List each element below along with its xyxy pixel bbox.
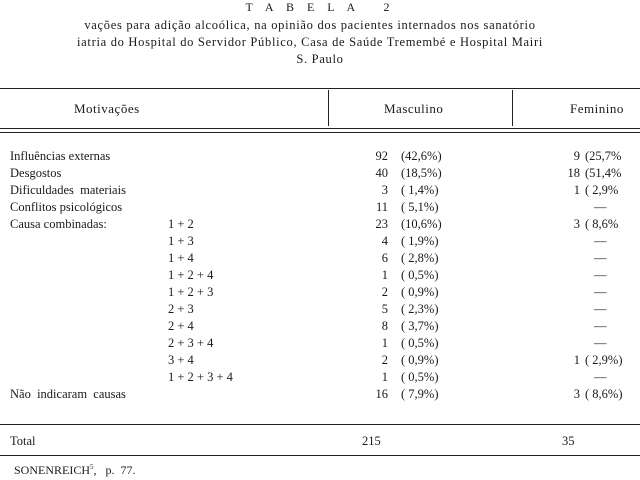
row-masculino-count: 6 xyxy=(381,251,388,265)
header-rule-2 xyxy=(0,132,640,133)
header-masculino: Masculino xyxy=(384,101,444,116)
row-masculino-percent: ( 2,3%) xyxy=(401,302,439,316)
footnote-author: SONENREICH xyxy=(14,463,91,477)
table-row xyxy=(0,387,640,404)
row-combination: 1 + 2 + 3 xyxy=(168,285,214,299)
row-label: Influências externas xyxy=(10,149,111,163)
header-feminino: Feminino xyxy=(570,101,624,116)
table-title: T A B E L A 2 xyxy=(245,0,395,14)
row-masculino-count: 40 xyxy=(375,166,388,180)
row-feminino-count: 3 xyxy=(573,217,580,231)
table-row xyxy=(0,353,640,370)
row-label: Não indicaram causas xyxy=(10,387,126,401)
row-feminino-percent: — xyxy=(594,268,607,282)
header-motivacoes: Motivações xyxy=(74,101,140,116)
row-masculino-percent: ( 5,1%) xyxy=(401,200,439,214)
table-row xyxy=(0,285,640,302)
table-row xyxy=(0,319,640,336)
row-masculino-count: 1 xyxy=(381,370,388,384)
row-feminino-percent: ( 8,6%) xyxy=(585,387,623,401)
row-feminino-count: 9 xyxy=(573,149,580,163)
row-masculino-count: 8 xyxy=(381,319,388,333)
table-caption-line-3: S. Paulo xyxy=(296,52,344,66)
row-masculino-count: 5 xyxy=(381,302,388,316)
row-masculino-count: 2 xyxy=(381,353,388,367)
row-combination: 2 + 4 xyxy=(168,319,194,333)
row-feminino-percent: (25,7% xyxy=(585,149,622,163)
total-label: Total xyxy=(10,434,36,448)
row-masculino-count: 23 xyxy=(375,217,388,231)
total-masculino: 215 xyxy=(362,434,381,448)
table-row xyxy=(0,336,640,353)
row-masculino-count: 1 xyxy=(381,268,388,282)
row-label: Conflitos psicológicos xyxy=(10,200,123,214)
row-feminino-count: 3 xyxy=(573,387,580,401)
row-combination: 3 + 4 xyxy=(168,353,194,367)
row-masculino-count: 92 xyxy=(375,149,388,163)
row-feminino-percent: — xyxy=(594,234,607,248)
table-row xyxy=(0,268,640,285)
column-divider-2 xyxy=(512,90,513,126)
table-caption-line-1: vações para adição alcoólica, na opinião dos pacientes internados nos sanatório xyxy=(84,18,536,32)
table-row xyxy=(0,183,640,200)
row-feminino-percent: — xyxy=(594,336,607,350)
row-masculino-percent: ( 2,8%) xyxy=(401,251,439,265)
row-feminino-count: 1 xyxy=(573,183,580,197)
row-label: Causa combinadas: xyxy=(10,217,107,231)
table-bottom-rule xyxy=(0,455,640,456)
table-top-rule xyxy=(0,88,640,89)
row-combination: 1 + 2 + 4 xyxy=(168,268,214,282)
header-rule-1 xyxy=(0,128,640,129)
footnote-reference: , p. 77. xyxy=(93,463,136,477)
row-masculino-percent: ( 0,5%) xyxy=(401,370,439,384)
total-feminino: 35 xyxy=(562,434,575,448)
row-masculino-percent: ( 0,5%) xyxy=(401,268,439,282)
total-rule xyxy=(0,424,640,425)
footnote-superscript: 5 xyxy=(90,463,94,471)
source-footnote xyxy=(14,463,136,478)
table-row xyxy=(0,149,640,166)
row-feminino-percent: ( 8,6% xyxy=(585,217,619,231)
total-row xyxy=(0,434,640,451)
row-masculino-percent: ( 1,9%) xyxy=(401,234,439,248)
table-row xyxy=(0,234,640,251)
row-feminino-count: 18 xyxy=(567,166,580,180)
row-masculino-percent: ( 0,5%) xyxy=(401,336,439,350)
row-feminino-percent: — xyxy=(594,319,607,333)
table-row xyxy=(0,217,640,234)
row-masculino-percent: ( 0,9%) xyxy=(401,285,439,299)
row-feminino-percent: — xyxy=(594,251,607,265)
table-row xyxy=(0,251,640,268)
row-combination: 2 + 3 xyxy=(168,302,194,316)
row-masculino-count: 1 xyxy=(381,336,388,350)
column-divider-1 xyxy=(328,90,329,126)
table-row xyxy=(0,302,640,319)
row-feminino-percent: — xyxy=(594,285,607,299)
row-combination: 1 + 2 + 3 + 4 xyxy=(168,370,233,384)
row-feminino-percent: (51,4% xyxy=(585,166,622,180)
row-masculino-percent: ( 0,9%) xyxy=(401,353,439,367)
row-label: Desgostos xyxy=(10,166,62,180)
row-feminino-percent: ( 2,9%) xyxy=(585,353,623,367)
row-masculino-count: 16 xyxy=(375,387,388,401)
row-combination: 1 + 3 xyxy=(168,234,194,248)
table-row xyxy=(0,370,640,387)
row-feminino-percent: — xyxy=(594,200,607,214)
row-feminino-percent: — xyxy=(594,302,607,316)
row-masculino-percent: (18,5%) xyxy=(401,166,442,180)
row-masculino-count: 3 xyxy=(381,183,388,197)
table-row xyxy=(0,200,640,217)
row-feminino-percent: ( 2,9% xyxy=(585,183,619,197)
row-masculino-percent: (10,6%) xyxy=(401,217,442,231)
row-combination: 1 + 4 xyxy=(168,251,194,265)
table-caption-line-2: iatria do Hospital do Servidor Público, Casa de Saúde Tremembé e Hospital Mairi xyxy=(77,35,543,49)
row-masculino-count: 11 xyxy=(375,200,388,214)
row-masculino-percent: ( 3,7%) xyxy=(401,319,439,333)
row-combination: 2 + 3 + 4 xyxy=(168,336,214,350)
row-masculino-percent: (42,6%) xyxy=(401,149,442,163)
row-masculino-count: 2 xyxy=(381,285,388,299)
row-label: Dificuldades materiais xyxy=(10,183,126,197)
table-row xyxy=(0,166,640,183)
row-combination: 1 + 2 xyxy=(168,217,194,231)
row-masculino-count: 4 xyxy=(381,234,388,248)
row-masculino-percent: ( 1,4%) xyxy=(401,183,439,197)
row-feminino-count: 1 xyxy=(573,353,580,367)
row-masculino-percent: ( 7,9%) xyxy=(401,387,439,401)
row-feminino-percent: — xyxy=(594,370,607,384)
